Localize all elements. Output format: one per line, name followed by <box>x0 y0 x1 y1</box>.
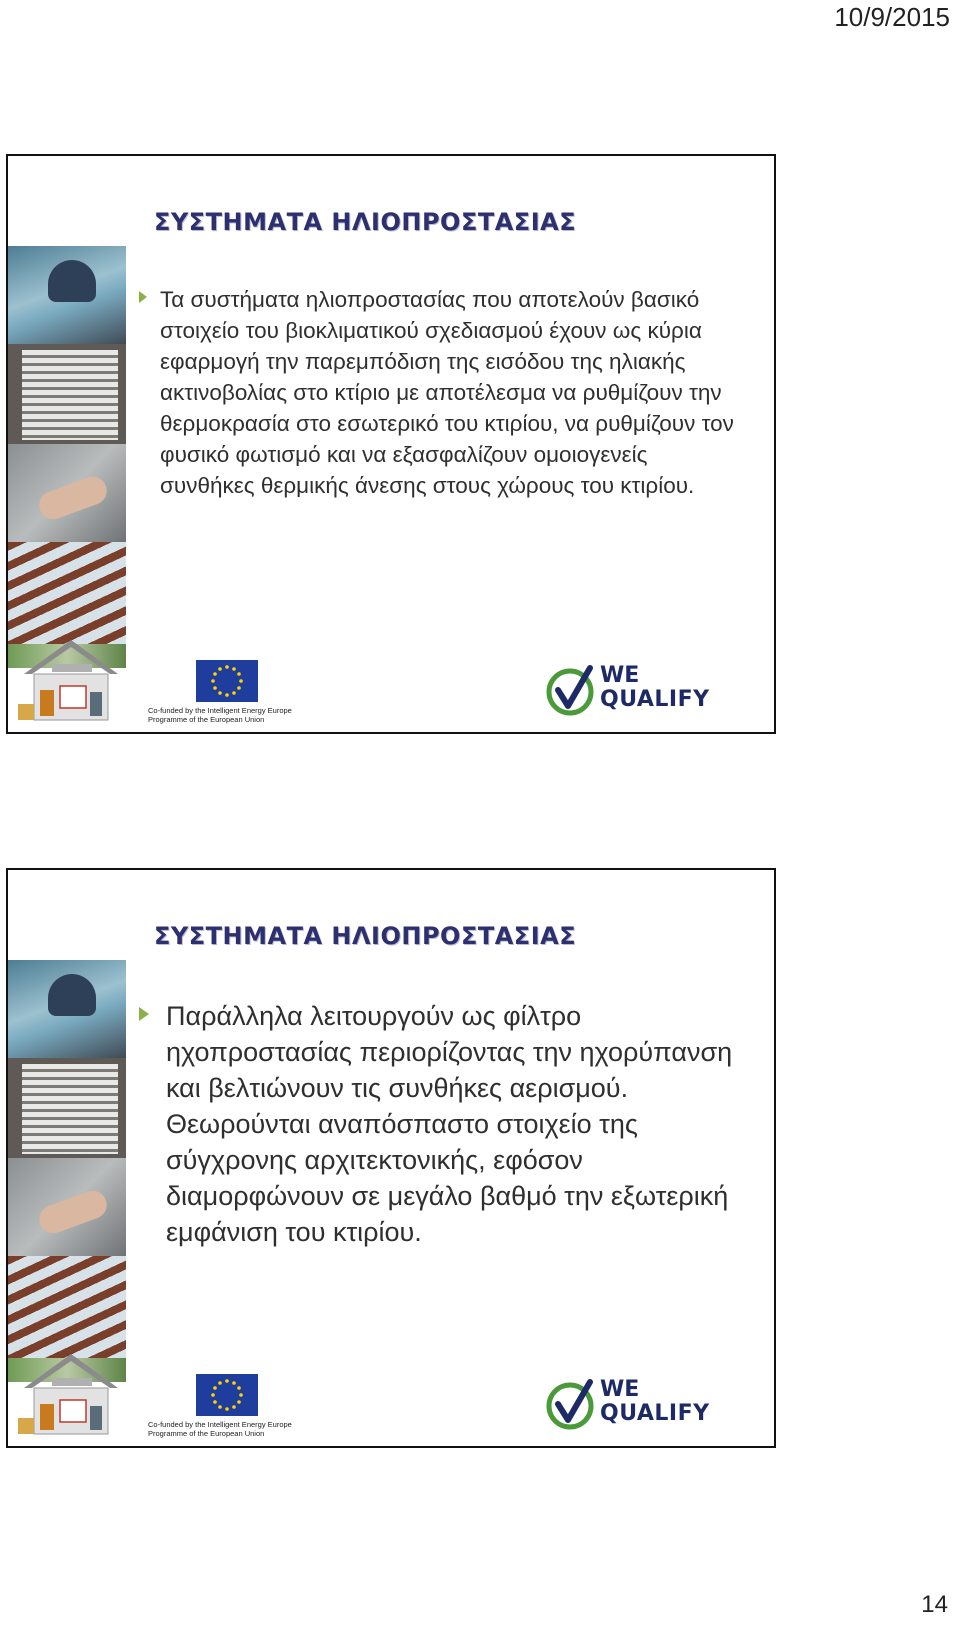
photo-strip <box>8 246 126 644</box>
photo-shutter <box>8 1058 126 1158</box>
bullet-item <box>138 284 738 501</box>
bullet-item <box>138 998 748 1250</box>
house-illustration <box>16 634 126 724</box>
bullet-text: Παράλληλα λειτουργούν ως φίλτρο ηχοπροστασίας περιορίζοντας την ηχορύπανση και βελτιώνουν τις συνθήκες αερισμού. Θεωρούνται αναπόσπαστο στοιχείο της σύγχρονης αρχιτεκτονικής, εφόσον διαμορφώνουν σε μεγάλο βαθμό την εξωτερική εμφάνιση του κτιρίου. <box>166 1001 733 1247</box>
eu-caption: Co-funded by the Intelligent Energy Europe Programme of the European Union <box>148 1420 292 1438</box>
checkmark-logo-icon <box>544 1376 598 1432</box>
slide-title: ΣΥΣΤΗΜΑΤΑ ΗΛΙΟΠΡΟΣΤΑΣΙΑΣ <box>154 922 577 950</box>
logo-line-2: QUALIFY <box>600 1401 710 1426</box>
photo-pergola <box>8 542 126 644</box>
slide-1 <box>6 154 776 734</box>
photo-worker-roof <box>8 246 126 344</box>
page-number: 14 <box>921 1591 948 1618</box>
logo-line-2: QUALIFY <box>600 687 710 712</box>
photo-shutter <box>8 344 126 444</box>
page-date: 10/9/2015 <box>834 2 950 32</box>
bullet-text: Τα συστήματα ηλιοπροστασίας που αποτελούν βασικό στοιχείο του βιοκλιματικού σχεδιασμού έχουν ως κύρια εφαρμογή την παρεμπόδιση της εισόδου της ηλιακής ακτινοβολίας στο κτίριο με αποτέλεσμα να ρυθμίζουν την θερμοκρασία στο εσωτερικό του κτιρίου, να ρυθμίζουν τον φυσικό φωτισμό και να εξασφαλίζουν ομοιογενείς συνθήκες θερμικής άνεσης στους χώρους του κτιρίου. <box>160 287 734 498</box>
triangle-bullet-icon <box>138 290 148 304</box>
photo-worker-roof <box>8 960 126 1058</box>
photo-plastering <box>8 1158 126 1256</box>
logo-line-1: WE <box>600 663 640 688</box>
logo-line-1: WE <box>600 1377 640 1402</box>
slide-title: ΣΥΣΤΗΜΑΤΑ ΗΛΙΟΠΡΟΣΤΑΣΙΑΣ <box>154 208 577 236</box>
eu-cofunding-logo <box>148 1374 308 1442</box>
photo-plastering <box>8 444 126 542</box>
triangle-bullet-icon <box>138 1006 150 1022</box>
eu-cofunding-logo <box>148 660 308 728</box>
we-qualify-logo <box>544 662 714 722</box>
we-qualify-logo <box>544 1376 714 1436</box>
slide-2 <box>6 868 776 1448</box>
photo-strip <box>8 960 126 1358</box>
checkmark-logo-icon <box>544 662 598 718</box>
eu-flag-logo <box>196 660 258 702</box>
photo-pergola <box>8 1256 126 1358</box>
house-illustration <box>16 1348 126 1438</box>
eu-flag-logo <box>196 1374 258 1416</box>
eu-caption: Co-funded by the Intelligent Energy Europe Programme of the European Union <box>148 706 292 724</box>
